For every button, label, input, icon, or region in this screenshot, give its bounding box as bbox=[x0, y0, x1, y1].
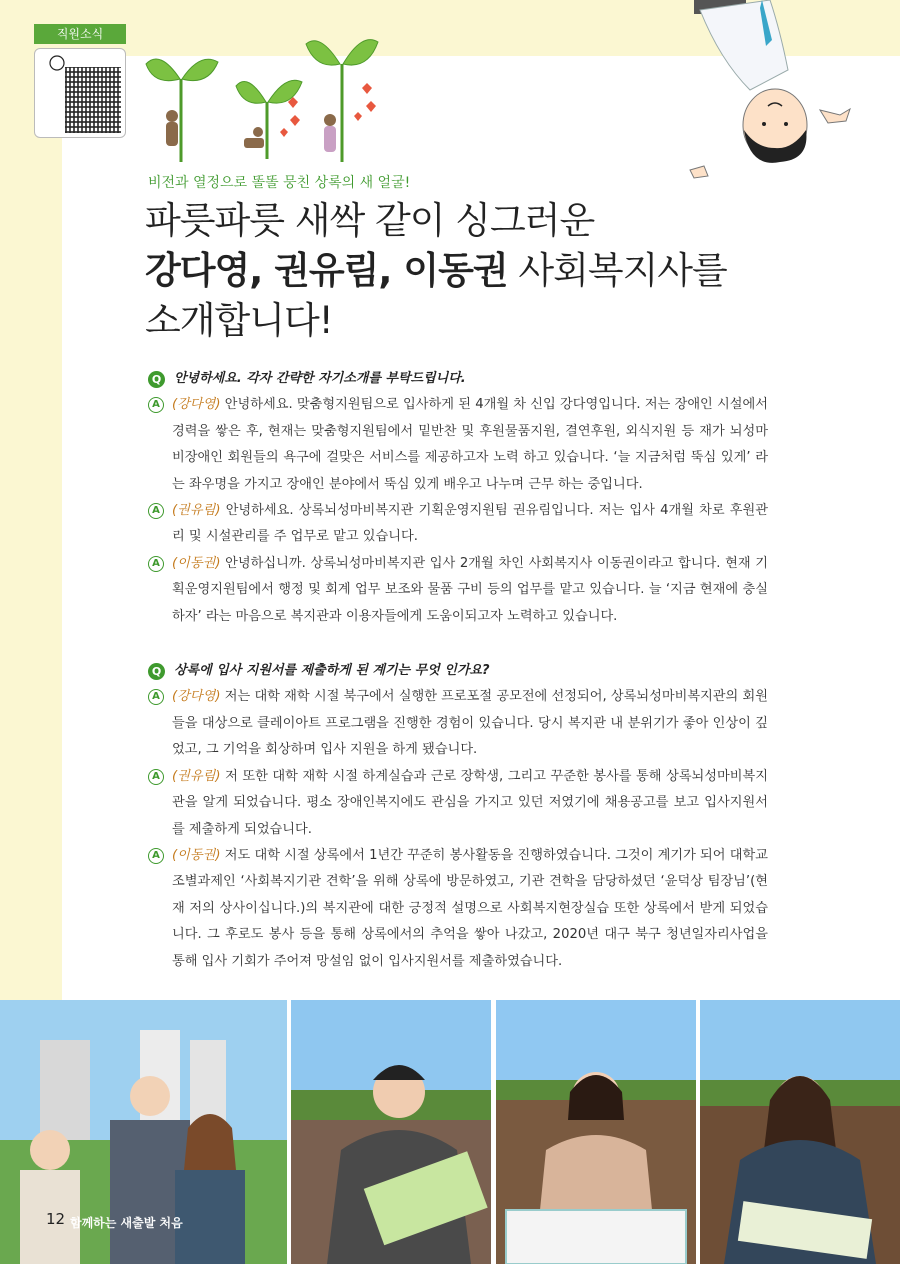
voiceye-qr-pattern bbox=[65, 67, 121, 133]
answer-speaker: (이동권) bbox=[172, 847, 221, 863]
title-line-1: 파릇파릇 새싹 같이 싱그러운 bbox=[145, 199, 595, 242]
answer-icon: A bbox=[148, 689, 164, 705]
answer-icon: A bbox=[148, 556, 164, 572]
answer-icon: A bbox=[148, 503, 164, 519]
answer-speaker: (이동권) bbox=[172, 555, 221, 571]
title-name-3: 이동권 bbox=[403, 249, 508, 292]
page-number: 12 bbox=[46, 1210, 66, 1228]
answer-text: 안녕하십니까. 상록뇌성마비복지관 입사 2개월 차인 사회복지사 이동권이라고 합니다. 현재 기획운영지원팀에서 행정 및 회계 업무 보조와 물품 구비 등의 업무를 맡고 있습니다. 늘 ‘지금 현재에 충실하자’ 라는 마음으로 복지관과 이용자들에게 도움이되고자 노력하고 있습니다. bbox=[172, 555, 768, 624]
voiceye-code bbox=[34, 48, 126, 138]
answer-speaker: (권유림) bbox=[172, 503, 221, 519]
answer-text: 저는 대학 재학 시절 북구에서 실행한 프로포절 공모전에 선정되어, 상록뇌성마비복지관의 회원들을 대상으로 클레이아트 프로그램을 진행한 경험이 있습니다. 당시 복지관 내 분위기가 좋아 인상이 깊었고, 그 기억을 회상하며 입사 지원을 하게 됐습니다. bbox=[172, 689, 768, 758]
answer-icon: A bbox=[148, 769, 164, 785]
sprout-illustration bbox=[140, 24, 390, 169]
kor-seal-icon bbox=[49, 55, 65, 71]
question-text: 상록에 입사 지원서를 제출하게 된 계기는 무엇 인가요? bbox=[174, 663, 490, 679]
question-icon: Q bbox=[148, 371, 165, 388]
photo-kang-dayoung bbox=[496, 1000, 696, 1264]
answer bbox=[148, 498, 768, 551]
answer bbox=[148, 764, 768, 843]
title-line-3: 소개합니다! bbox=[145, 299, 333, 342]
answer-text: 저 또한 대학 재학 시절 하계실습과 근로 장학생, 그리고 꾸준한 봉사를 통해 상록뇌성마비복지관을 알게 되었습니다. 평소 장애인복지에도 관심을 가지고 있던 저였기에 채용공고를 보고 입사지원서를 제출하게 되었습니다. bbox=[172, 768, 768, 837]
question-text: 안녕하세요. 각자 간략한 자기소개를 부탁드립니다. bbox=[174, 371, 466, 386]
title-line-2 bbox=[145, 246, 727, 296]
title-separator: , bbox=[378, 249, 404, 292]
question-1 bbox=[148, 366, 768, 392]
answer-text: 안녕하세요. 상록뇌성마비복지관 기획운영지원팀 권유림입니다. 저는 입사 4개월 차로 후원관리 및 시설관리를 주 업무로 맡고 있습니다. bbox=[172, 503, 768, 545]
photo-lee-donggwon bbox=[291, 1000, 491, 1264]
question-icon: Q bbox=[148, 663, 165, 680]
section-label: 직원소식 bbox=[34, 24, 126, 44]
answer-icon: A bbox=[148, 848, 164, 864]
answer-speaker: (권유림) bbox=[172, 768, 221, 784]
magazine-name: 함께하는 새출발 처음 bbox=[70, 1216, 183, 1230]
question-2 bbox=[148, 658, 768, 684]
answer bbox=[148, 843, 768, 975]
left-background-band bbox=[0, 0, 62, 1000]
answer bbox=[148, 392, 768, 498]
interview-body bbox=[148, 366, 768, 975]
answer-text: 저도 대학 시절 상록에서 1년간 꾸준히 봉사활동을 진행하였습니다. 그것이 계기가 되어 대학교 조별과제인 ‘사회복지기관 견학’을 위해 상록에 방문하였고, 기관 견학을 담당하셨던 ‘윤덕상 팀장님’(현재 저의 상사이십니다.)의 복지관에 대한 긍정적 설명으로 사회복지현장실습 또한 상록에서 받게 되었습니다. 그 후로도 봉사 등을 통해 상록에서의 추억을 쌓아 나갔고, 2020년 대구 북구 청년일자리사업을 통해 입사 기회가 주어져 망설임 없이 입사지원서를 제출하였습니다. bbox=[172, 847, 768, 969]
photo-kwon-yurim bbox=[700, 1000, 900, 1264]
answer-icon: A bbox=[148, 397, 164, 413]
answer-speaker: (강다영) bbox=[172, 689, 221, 705]
title-name-2: 권유림 bbox=[274, 249, 379, 292]
answer-text: 안녕하세요. 맞춤형지원팀으로 입사하게 된 4개월 차 신입 강다영입니다. 저는 장애인 시설에서 경력을 쌓은 후, 현재는 맞춤형지원팀에서 밑반찬 및 후원물품지원, 결연후원, 외식지원 등 재가 뇌성마비장애인 회원들의 욕구에 걸맞은 서비스를 제공하고자 노력 하고 있습니다. ‘늘 지금처럼 뚝심 있게’ 라는 좌우명을 가지고 장애인 분야에서 뚝심 있게 배우고 나누며 근무 하는 중입니다. bbox=[172, 397, 768, 492]
title-name-1: 강다영 bbox=[145, 249, 250, 292]
title-line-2-rest: 사회복지사를 bbox=[507, 249, 727, 292]
article-title bbox=[145, 196, 727, 346]
answer bbox=[148, 551, 768, 630]
answer-speaker: (강다영) bbox=[172, 397, 221, 413]
title-separator: , bbox=[249, 249, 275, 292]
article-subtitle: 비전과 열정으로 똘똘 뭉친 상록의 새 얼굴! bbox=[148, 175, 411, 191]
section-gap bbox=[148, 630, 768, 658]
character-illustration bbox=[680, 0, 880, 190]
answer bbox=[148, 684, 768, 763]
